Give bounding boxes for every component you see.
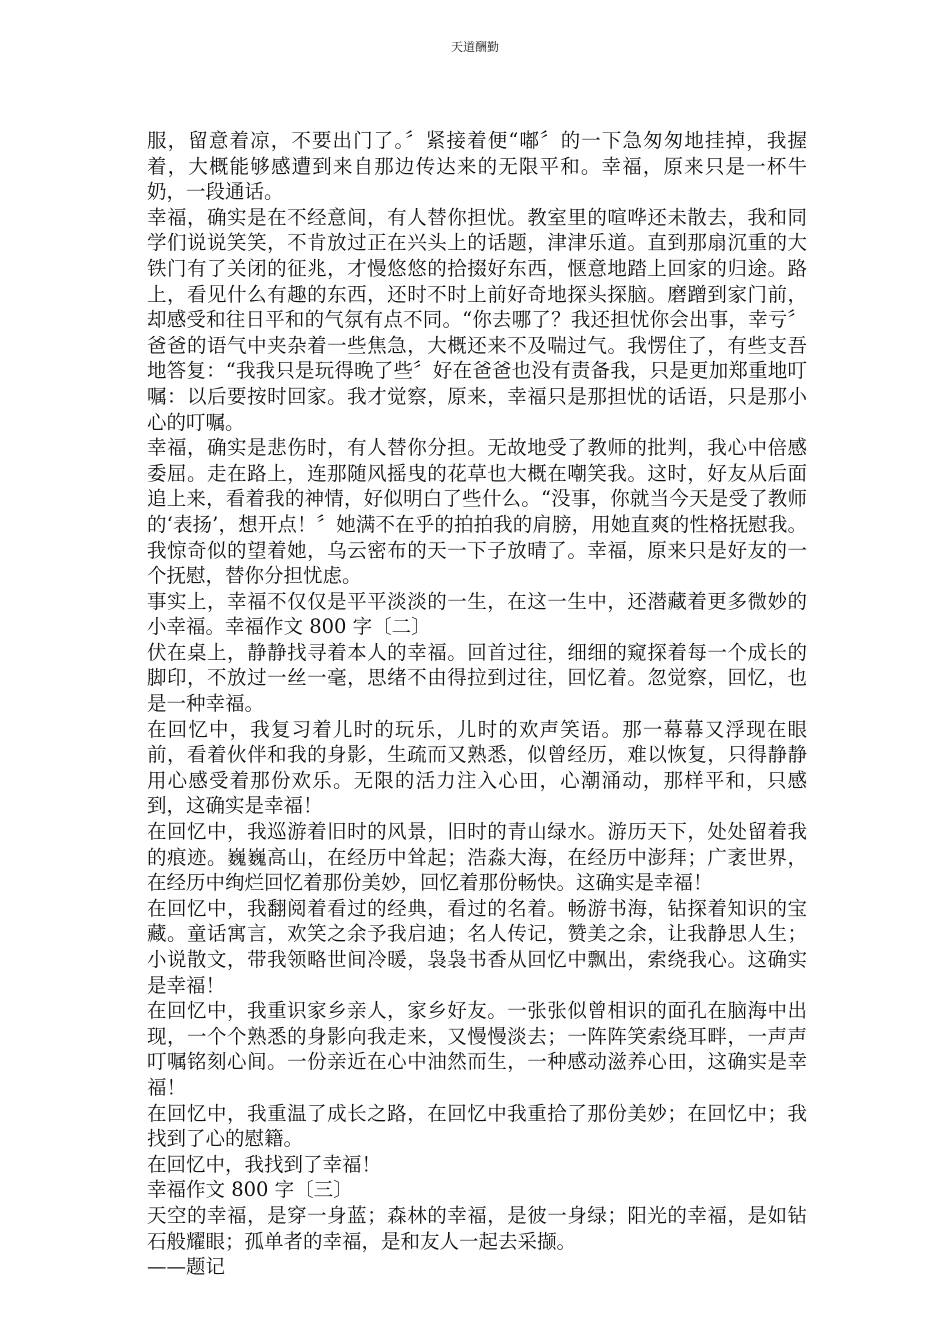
document-body: [147, 128, 807, 1280]
paragraph: 幸福，确实是悲伤时，有人替你分担。无故地受了教师的批判，我心中倍感委屈。走在路上，连那随风摇曳的花草也大概在嘲笑我。这时，好友从后面追上来，看着我的神情，好似明白了些什么。“没事，你就当今天是受了教师的‘表扬’，想开点！〞她满不在乎的拍拍我的肩膀，用她直爽的性格抚慰我。我惊奇似的望着她，乌云密布的天一下子放晴了。幸福，原来只是好友的一个抚慰，替你分担忧虑。: [147, 436, 807, 588]
epigraph-attribution: ——题记: [147, 1255, 226, 1279]
paragraph: 在回忆中，我翻阅着看过的经典，看过的名着。畅游书海，钻探着知识的宝藏。童话寓言，欢笑之余予我启迪；名人传记，赞美之余，让我静思人生；小说散文，带我领略世间冷暖，袅袅书香从回忆中飘出，索绕我心。这确实是幸福！: [147, 896, 807, 997]
paragraph: 伏在桌上，静静找寻着本人的幸福。回首过往，细细的窥探着每一个成长的脚印，不放过一丝一毫，思绪不由得拉到过往，回忆着。忽觉察，回忆，也是一种幸福。: [147, 640, 807, 716]
page-header: 天道酬勤: [450, 40, 499, 54]
paragraph: 事实上，幸福不仅仅是平平淡淡的一生，在这一生中，还潜藏着更多微妙的小幸福。幸福作文 800 字〔二〕: [147, 589, 807, 639]
paragraph: 幸福，确实是在不经意间，有人替你担忧。教室里的喧哗还未散去，我和同学们说说笑笑，不肯放过正在兴头上的话题，津津乐道。直到那扇沉重的大铁门有了关闭的征兆，才慢悠悠的拾掇好东西，惬意地踏上回家的归途。路上，看见什么有趣的东西，还时不时上前好奇地探头探脑。磨蹭到家门前，却感受和往日平和的气氛有点不同。“你去哪了？我还担忧你会出事，幸亏〞爸爸的语气中夹杂着一些焦急，大概还来不及喘过气。我愣住了，有些支吾地答复：“我我只是玩得晚了些〞好在爸爸也没有责备我，只是更加郑重地叮嘱：以后要按时回家。我才觉察，原来，幸福只是那担忧的话语，只是那小心的叮嘱。: [147, 205, 807, 434]
paragraph: 服，留意着凉，不要出门了。〞紧接着便“嘟〞的一下急匆匆地挂掉，我握着，大概能够感遭到来自那边传达来的无限平和。幸福，原来只是一杯牛奶，一段通话。: [147, 129, 807, 204]
paragraph: 天空的幸福，是穿一身蓝；森林的幸福，是彼一身绿；阳光的幸福，是如钻石般耀眼；孤单者的幸福，是和友人一起去采撷。: [147, 1203, 807, 1253]
paragraph: 在回忆中，我重识家乡亲人，家乡好友。一张张似曾相识的面孔在脑海中出现，一个个熟悉的身影向我走来，又慢慢淡去；一阵阵笑索绕耳畔，一声声叮嘱铭刻心间。一份亲近在心中油然而生，一种感动滋养心田，这确实是幸福！: [147, 999, 807, 1099]
paragraph: 在回忆中，我复习着儿时的玩乐，儿时的欢声笑语。那一幕幕又浮现在眼前，看着伙伴和我的身影，生疏而又熟悉，似曾经历，难以恢复，只得静静用心感受着那份欢乐。无限的活力注入心田，心潮涌动，那样平和，只感到，这确实是幸福！: [147, 717, 807, 818]
section-heading: 幸福作文 800 字〔三〕: [147, 1178, 353, 1202]
paragraph: 在回忆中，我巡游着旧时的风景，旧时的青山绿水。游历天下，处处留着我的痕迹。巍巍高山，在经历中耸起；浩淼大海，在经历中澎拜；广袤世界，在经历中绚烂回忆着那份美妙，回忆着那份畅快。这确实是幸福！: [147, 820, 807, 895]
paragraph: 在回忆中，我重温了成长之路，在回忆中我重拾了那份美妙；在回忆中；我找到了心的慰籍。: [147, 1101, 807, 1151]
paragraph: 在回忆中，我找到了幸福！: [147, 1152, 382, 1176]
